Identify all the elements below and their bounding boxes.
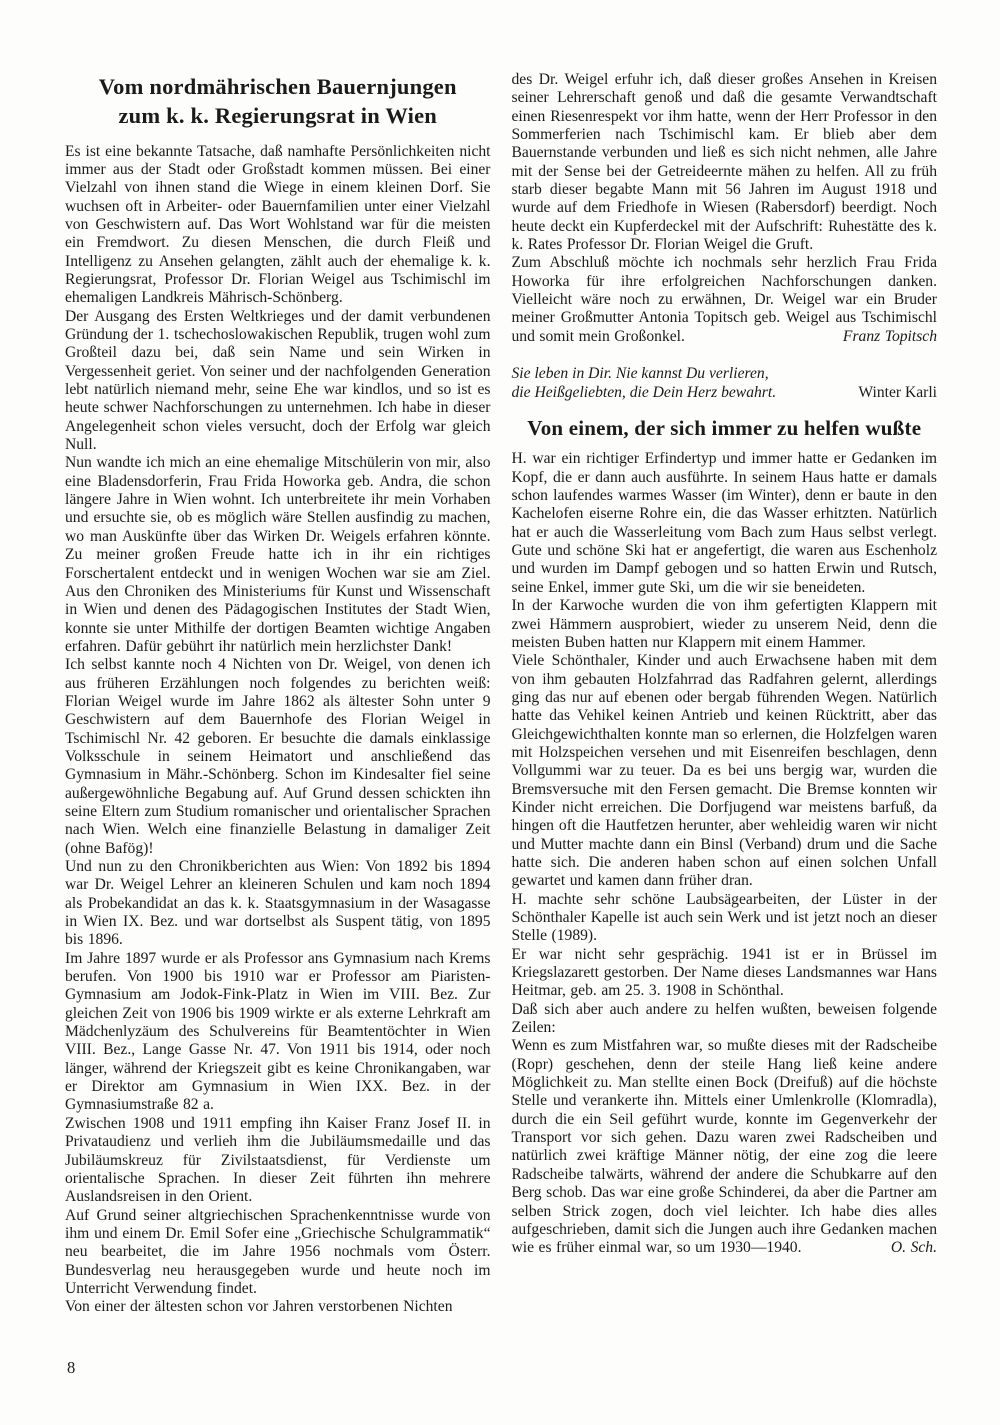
paragraph-text: Wenn es zum Mistfahren war, so mußte dieses mit der Radscheibe (Ropr) geschehen, denn der steile Hang ließ keine andere Möglichkeit zu. Man stellte einen Bock (Dreifuß) auf die höchste Stelle und verankerte ihn. Mittels einer Umlenkrolle (Klomradla), durch die ein Seil geführt wurde, konnte im Gegenverkehr der Transport vor sich gehen. Dazu waren zwei Radscheiben und natürlich zwei kräftige Männer nötig, der eine zog die leere Radscheibe talwärts, während der andere die Schubkarre auf den Berg schob. Das war eine große Schinderei, da aber die Partner am selben Strick zogen, doch viel leichter. Ich habe dies alles aufgeschrieben, damit sich die Jungen auch ihre Gedanken machen wie es früher einmal war, so um 1930—1940. [511, 1037, 937, 1257]
article-title-line1: Vom nordmährischen Bauernjungen [98, 74, 457, 99]
paragraph: Nun wandte ich mich an eine ehemalige Mitschülerin von mir, also eine Bladensdorferin, Frau Frida Howorka geb. Andra, die schon längere Jahre in Wien wohnt. Ich unterbreitete ihr mein Vorhaben und ersuchte sie, ob es möglich wäre Stellen ausfindig zu machen, wo man Auskünfte über das Wirken Dr. Weigels erfahren könnte. Zu meiner großen Freude hatte ich in ihr ein richtiges Forschertalent entdeckt und in wenigen Wochen war sie am Ziel. Aus den Chroniken des Ministeriums für Kunst und Wissenschaft in Wien und denen des Pädagogischen Institutes der Stadt Wien, konnte sie unter Mithilfe der dortigen Beamten wichtige Angaben erfahren. Dafür gebührt ihr natürlich mein herzlichster Dank! [65, 454, 491, 655]
poem-line-1: Sie leben in Dir. Nie kannst Du verlieren, [511, 365, 769, 383]
poem-line-2-row [512, 383, 938, 402]
paragraph-with-signature [512, 1037, 938, 1257]
poem-attribution: Winter Karli [858, 384, 937, 402]
paragraph: H. machte sehr schöne Laubsägearbeiten, der Lüster in der Schönthaler Kapelle ist auch sein Werk und ist jetzt noch an dieser Stelle (1989). [511, 890, 937, 945]
paragraph: Der Ausgang des Ersten Weltkrieges und der damit verbundenen Gründung der 1. tschechoslowakischen Republik, trugen wohl zum Großteil dazu bei, daß sein Name und sein Wirken in Vergessenheit geriet. Von seiner und der nachfolgenden Generation lebt natürlich niemand mehr, seine Ehe war kindlos, und so ist es heute schwer Nachforschungen zu unternehmen. Ich habe in dieser Angelegenheit schon vieles versucht, doch der Erfolg war gleich Null. [65, 307, 491, 454]
left-column [65, 71, 491, 1317]
paragraph: Er war nicht sehr gesprächig. 1941 ist er in Brüssel im Kriegslazarett gestorben. Der Name dieses Landsmannes war Hans Heitmar, geb. am 25. 3. 1908 in Schönthal. [511, 945, 937, 1000]
article-title-line2: zum k. k. Regierungsrat in Wien [118, 102, 438, 128]
paragraph: Es ist eine bekannte Tatsache, daß namhafte Persönlichkeiten nicht immer aus der Stadt oder Großstadt kommen müssen. Bei einer Vielzahl von ihnen stand die Wiege in einem kleinen Dorf. Sie wuchsen oft in Arbeiter- oder Bauernfamilien unter einer Vielzahl von Geschwistern auf. Das Wort Wohlstand war für die meisten ein Fremdwort. Zu diesen Menschen, die durch Fleiß und Intelligenz zu Ansehen gelangten, zählt auch der ehemalige k. k. Regierungsrat, Professor Dr. Florian Weigel aus Tschimischl im ehemaligen Landkreis Mährisch-Schönberg. [65, 142, 491, 307]
paragraph: Im Jahre 1897 wurde er als Professor ans Gymnasium nach Krems berufen. Von 1900 bis 1910 war er Professor am Piaristen-Gymnasium am Jodok-Fink-Platz in Wien im VIII. Bez. Zur gleichen Zeit von 1906 bis 1909 wirkte er als externe Lehrkraft am Mädchenlyzäum des Schulvereins für Beamtentöchter in Wien VIII. Bez., Lange Gasse Nr. 47. Von 1911 bis 1914, oder noch länger, während der Kriegszeit gibt es keine Chronikangaben, war er Direktor am Gymnasium in Wien IXX. Bez. in der Gymnasiumstraße 82 a. [65, 949, 491, 1114]
paragraph: Daß sich aber auch andere zu helfen wußten, beweisen folgende Zeilen: [511, 1000, 937, 1037]
poem-line-2: die Heißgeliebten, die Dein Herz bewahrt. [511, 384, 777, 402]
paragraph: Von einer der ältesten schon vor Jahren verstorbenen Nichten [65, 1298, 453, 1316]
paragraph: Ich selbst kannte noch 4 Nichten von Dr. Weigel, von denen ich aus früheren Erzählungen noch folgendes zu berichten weiß: Florian Weigel wurde im Jahre 1862 als ältester Sohn unter 9 Geschwistern auf dem Bauernhofe des Florian Weigel in Tschimischl Nr. 42 geboren. Er besuchte die damals einklassige Volksschule in seinem Heimatort und anschließend das Gymnasium in Mähr.-Schönberg. Schon im Kindesalter fiel seine außergewöhnliche Begabung auf. Auf Grund dessen schickten ihn seine Eltern zum Studium romanischer und orientalischer Sprachen nach Wien. Welch eine finanzielle Belastung in damaliger Zeit (ohne Bafög)! [65, 656, 491, 857]
right-column [512, 71, 938, 1317]
paragraph-text: Zum Abschluß möchte ich nochmals sehr herzlich Frau Frida Howorka für ihre erfolgreichen Nachforschungen danken. Vielleicht wäre noch zu erwähnen, Dr. Weigel war ein Bruder meiner Großmutter Antonia Topitsch geb. Weigel aus Tschimischl und somit mein Großonkel. [511, 254, 937, 345]
author-signature: Franz Topitsch [842, 327, 937, 345]
paragraph: Auf Grund seiner altgriechischen Sprachenkenntnisse wurde von ihm und einem Dr. Emil Sofer eine „Griechische Schulgrammatik“ neu bearbeitet, die im Jahre 1956 nochmals vom Österr. Bundesverlag neu herausgegeben wurde und heute noch im Unterricht Verwendung findet. [65, 1206, 491, 1297]
second-article-title: Von einem, der sich immer zu helfen wußte [527, 416, 922, 441]
paragraph: H. war ein richtiger Erfindertyp und immer hatte er Gedanken im Kopf, die er dann auch ausführte. In seinem Haus hatte er damals schon laufendes warmes Wasser (im Winter), denn er baute in den Kachelofen eiserne Rohre ein, die das Wasser erhitzten. Natürlich hat er auch die Wasserleitung vom Bach zum Haus selbst verlegt. Gute und schöne Ski hat er angefertigt, die waren aus Eschenholz und wurden im Dampf gebogen und so hatten Erwin und Rutsch, seine Enkel, immer gute Ski, um die wir sie beneideten. [511, 450, 937, 596]
article-title [65, 73, 491, 131]
paragraph: In der Karwoche wurden die von ihm gefertigten Klappern mit zwei Hämmern ausprobiert, wieder zu unserem Neid, denn die meisten Buben hatten nur Klappern mit einem Hammer. [511, 597, 937, 651]
paragraph: Zwischen 1908 und 1911 empfing ihn Kaiser Franz Josef II. in Privataudienz und verlieh ihm die Jubiläumsmedaille und das Jubiläumskreuz für Zivilstaatsdienst, für Verdienste um orientalische Sprachen. In dieser Zeit führten ihn mehrere Auslandsreisen in den Orient. [65, 1114, 491, 1206]
paragraph-continuation: des Dr. Weigel erfuhr ich, daß dieser großes Ansehen in Kreisen seiner Lehrerschaft genoß und daß die gesamte Verwandtschaft einen Riesenrespekt vor ihm hatte, wenn der Herr Professor in den Sommerferien nach Tschimischl kam. Er blieb aber dem Bauernstande verbunden und ließ es sich nicht nehmen, alle Jahre mit der Sense bei der Getreideernte mähen zu helfen. All zu früh starb dieser begabte Mann mit 56 Jahren im August 1918 und wurde auf dem Friedhofe in Wiesen (Rabersdorf) beerdigt. Noch heute deckt ein Kupferdeckel mit der Aufschrift: Ruhestätte des k. k. Rates Professor Dr. Florian Weigel die Gruft. [511, 71, 937, 254]
paragraph: Und nun zu den Chronikberichten aus Wien: Von 1892 bis 1894 war Dr. Weigel Lehrer an kleineren Schulen und kam noch 1894 als Probekandidat an das k. k. Staatsgymnasium in der Wasagasse in Wien IX. Bez. und war dortselbst als Suspent tätig, von 1895 bis 1896. [65, 858, 491, 949]
page-number: 8 [67, 1358, 76, 1377]
paragraph-with-signature [512, 254, 938, 346]
paragraph: Viele Schönthaler, Kinder und auch Erwachsene haben mit dem von ihm gebauten Holzfahrrad das Radfahren gelernt, allerdings ging das nur auf ebenen oder bergab führenden Wegen. Natürlich hatte das Vehikel keinen Antrieb und keinen Rücktritt, aber das Gleichgewichthalten konnte man so erlernen, die Holzfelgen waren mit Holzspeichen versehen und mit Eisenreifen beschlagen, denn Vollgummi war zu teuer. Da es bei uns bergig war, wurden die Bremsversuche mit den Fersen gemacht. Die Bremse konnten wir Kinder nicht erreichen. Die Dorfjugend war meistens barfuß, da hingen oft die Hautfetzen herunter, aber wehleidig waren wir nicht und Mutter machte dann ein Binsl (Verband) drum und die Sache hatte sich. Die anderen haben schon auf einen solchen Unfall gewartet und kamen dann früher dran. [511, 652, 937, 890]
author-signature: O. Sch. [890, 1239, 937, 1257]
poem-block [512, 364, 938, 402]
